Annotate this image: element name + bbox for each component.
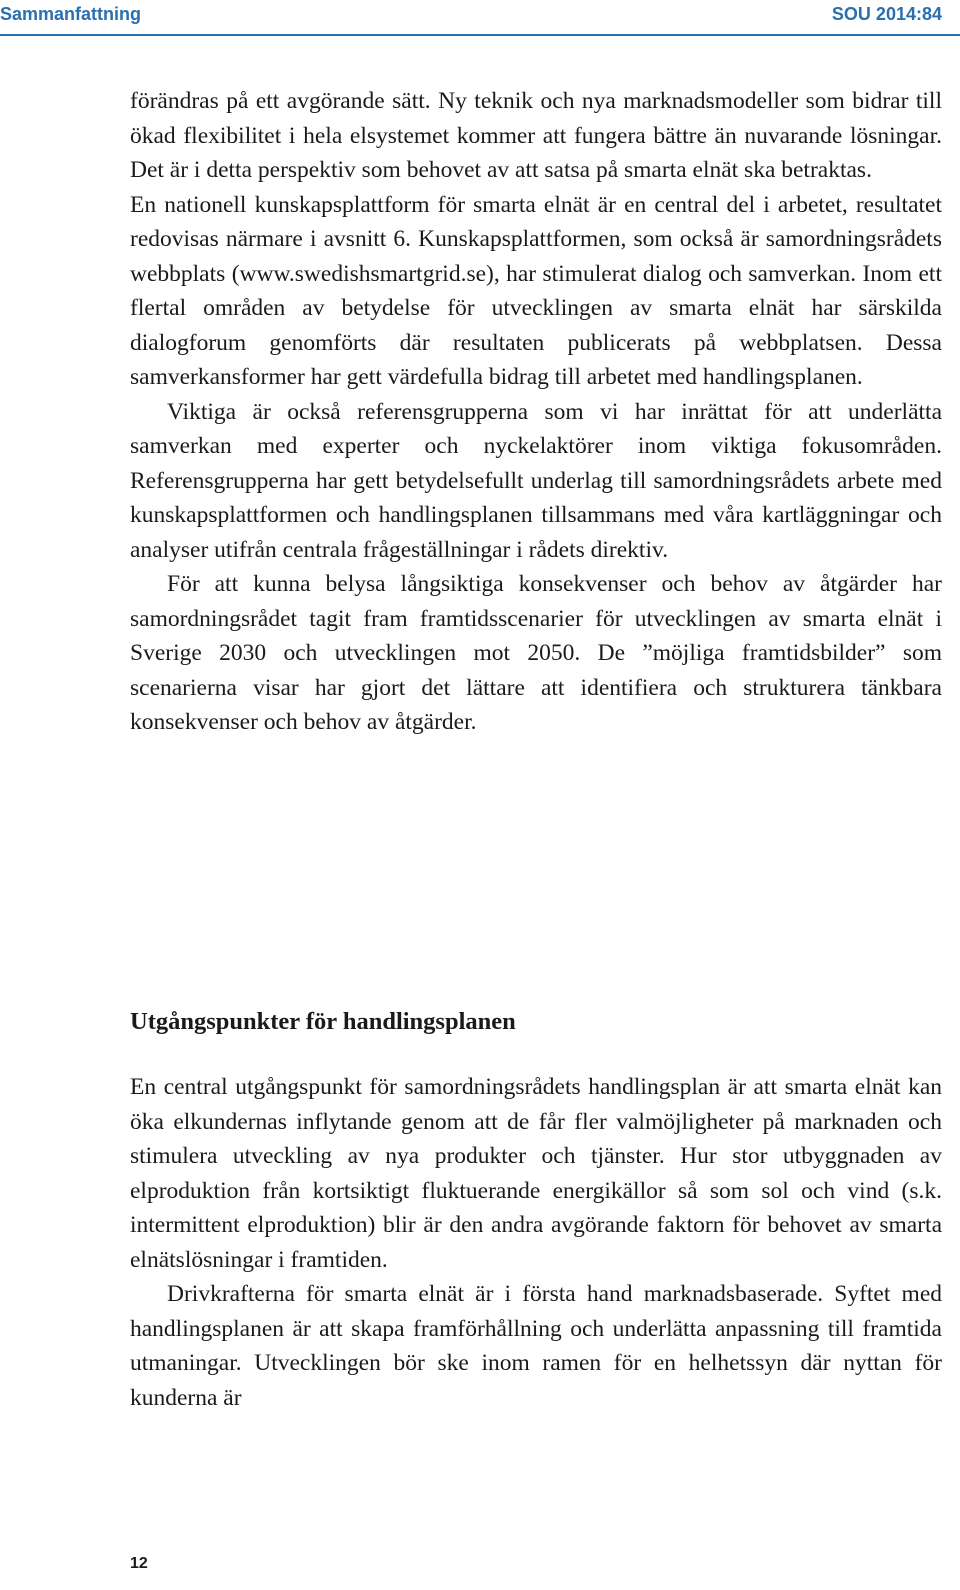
report-id: SOU 2014:84 [831, 4, 942, 24]
paragraph-4: För att kunna belysa långsiktiga konsekvenser och behov av åtgärder har samordningsrådet tagit fram framtidsscenarier för utvecklingen av smarta elnät i Sverige 2030 och utvecklingen mot 2050. De ”möjliga framtidsbilder” som scenarierna visar har gjort det lättare att identifiera och strukturera tänkbara konsekvenser och behov av åtgärder. [130, 571, 942, 735]
paragraph-2: En nationell kunskapsplattform för smarta elnät är en central del i arbetet, resultatet redovisas närmare i avsnitt 6. Kunskapsplattformen, som också är samordningsrådets webbplats (www.swedishsmartgrid.se), har stimulerat dialog och samverkan. Inom ett flertal områden av betydelse för utvecklingen av smarta elnät har särskilda dialogforum genomförts där resultaten publicerats på webbplatsen. Dessa samverkansformer har gett värdefulla bidrag till arbetet med handlingsplanen. [130, 191, 942, 390]
page-number: 12 [130, 1555, 148, 1572]
section-two [130, 1005, 942, 1415]
paragraph-1: förändras på ett avgörande sätt. Ny teknik och nya marknadsmodeller som bidrar till ökad flexibilitet i hela elsystemet kommer att fungera bättre än nuvarande lösningar. Det är i detta perspektiv som behovet av att satsa på smarta elnät ska betraktas. [130, 88, 942, 183]
paragraph-5: En central utgångspunkt för samordningsrådets handlingsplan är att smarta elnät kan öka elkundernas inflytande genom att de får fler valmöjligheter på marknaden och stimulera utveckling av nya produkter och tjänster. Hur stor utbyggnaden av elproduktion från kortsiktigt fluktuerande energikällor så som sol och vind (s.k. intermittent elproduktion) blir är den andra avgörande faktorn för behovet av smarta elnätslösningar i framtiden. [130, 1074, 942, 1273]
running-header [0, 2, 960, 30]
paragraph-6: Drivkrafterna för smarta elnät är i första hand marknadsbaserade. Syftet med handlingsplanen är att skapa framförhållning och underlätta anpassning till framtida utmaningar. Utvecklingen bör ske inom ramen för en helhetssyn där nyttan för kunderna är [130, 1281, 942, 1411]
section-name: Sammanfattning [0, 4, 142, 24]
paragraph-3: Viktiga är också referensgrupperna som vi har inrättat för att underlätta samverkan med experter och nyckelaktörer inom viktiga fokusområden. Referensgrupperna har gett betydelsefullt underlag till samordningsrådets arbete med kunskapsplattformen och handlingsplanen tillsammans med våra kartläggningar och analyser utifrån centrala frågeställningar i rådets direktiv. [130, 398, 942, 563]
header-divider [0, 34, 960, 36]
section-one [130, 84, 942, 740]
section-heading: Utgångspunkter för handlingsplanen [130, 1008, 516, 1035]
